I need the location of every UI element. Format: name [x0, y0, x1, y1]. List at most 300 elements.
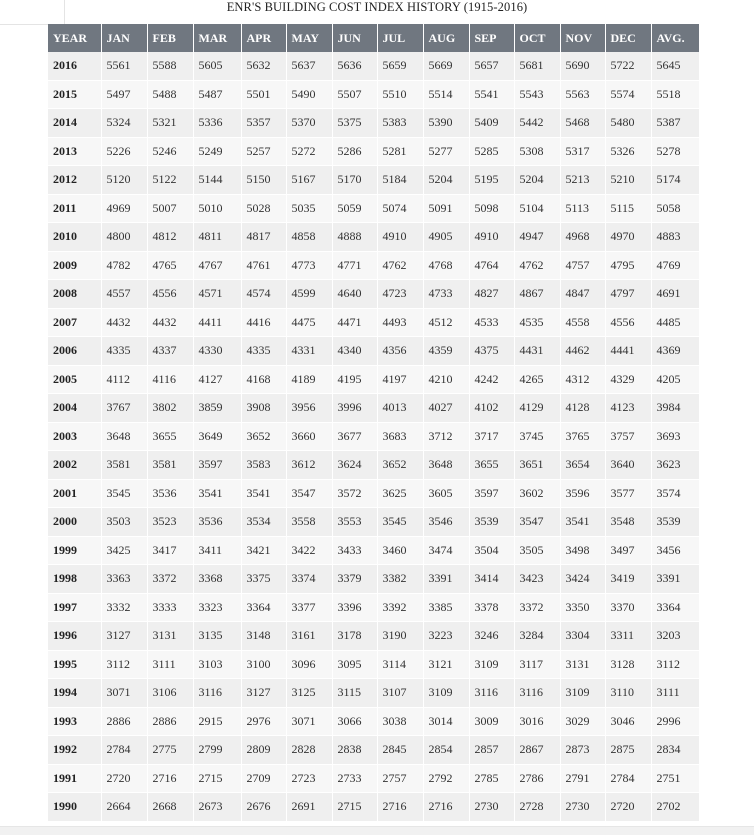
index-value-cell: 5501 — [241, 80, 286, 109]
index-value-cell: 2716 — [377, 793, 423, 822]
index-value-cell: 3504 — [469, 536, 514, 565]
index-value-cell: 2867 — [514, 736, 560, 765]
index-value-cell: 3391 — [423, 565, 469, 594]
index-value-cell: 5308 — [514, 137, 560, 166]
index-value-cell: 5487 — [193, 80, 241, 109]
index-value-cell: 4127 — [193, 365, 241, 394]
index-value-cell: 5321 — [147, 109, 193, 138]
index-value-cell: 5563 — [560, 80, 605, 109]
index-value-cell: 3112 — [651, 650, 699, 679]
index-value-cell: 3597 — [193, 451, 241, 480]
index-value-cell: 3417 — [147, 536, 193, 565]
index-value-cell: 4858 — [286, 223, 332, 252]
index-value-cell: 3683 — [377, 422, 423, 451]
index-value-cell: 4769 — [651, 251, 699, 280]
index-value-cell: 3125 — [286, 679, 332, 708]
index-value-cell: 3547 — [286, 479, 332, 508]
table-row — [48, 622, 699, 651]
index-value-cell: 2691 — [286, 793, 332, 822]
table-row — [48, 337, 699, 366]
table-row — [48, 280, 699, 309]
index-value-cell: 5659 — [377, 52, 423, 80]
index-value-cell: 3523 — [147, 508, 193, 537]
index-value-cell: 5645 — [651, 52, 699, 80]
column-header-nov: NOV — [560, 24, 605, 52]
index-value-cell: 4197 — [377, 365, 423, 394]
year-cell: 2008 — [48, 280, 101, 309]
index-value-cell: 3984 — [651, 394, 699, 423]
index-value-cell: 5383 — [377, 109, 423, 138]
index-value-cell: 5387 — [651, 109, 699, 138]
index-value-cell: 4867 — [514, 280, 560, 309]
index-value-cell: 4493 — [377, 308, 423, 337]
index-value-cell: 3066 — [332, 707, 377, 736]
table-row — [48, 593, 699, 622]
index-value-cell: 4411 — [193, 308, 241, 337]
index-value-cell: 3505 — [514, 536, 560, 565]
index-value-cell: 4335 — [241, 337, 286, 366]
index-value-cell: 4827 — [469, 280, 514, 309]
index-value-cell: 3190 — [377, 622, 423, 651]
index-value-cell: 5324 — [101, 109, 147, 138]
index-value-cell: 2751 — [651, 764, 699, 793]
index-value-cell: 3655 — [469, 451, 514, 480]
year-cell: 2009 — [48, 251, 101, 280]
index-value-cell: 4331 — [286, 337, 332, 366]
index-value-cell: 4817 — [241, 223, 286, 252]
year-cell: 1994 — [48, 679, 101, 708]
index-value-cell: 3385 — [423, 593, 469, 622]
index-value-cell: 5115 — [605, 194, 651, 223]
table-row — [48, 166, 699, 195]
index-value-cell: 4599 — [286, 280, 332, 309]
index-value-cell: 3660 — [286, 422, 332, 451]
index-value-cell: 5514 — [423, 80, 469, 109]
index-value-cell: 5317 — [560, 137, 605, 166]
index-value-cell: 3541 — [560, 508, 605, 537]
year-cell: 1999 — [48, 536, 101, 565]
index-value-cell: 5249 — [193, 137, 241, 166]
index-value-cell: 3996 — [332, 394, 377, 423]
index-value-cell: 3474 — [423, 536, 469, 565]
index-value-cell: 5632 — [241, 52, 286, 80]
index-value-cell: 4969 — [101, 194, 147, 223]
index-value-cell: 3116 — [193, 679, 241, 708]
index-value-cell: 5669 — [423, 52, 469, 80]
index-value-cell: 3596 — [560, 479, 605, 508]
index-value-cell: 3648 — [423, 451, 469, 480]
index-value-cell: 4558 — [560, 308, 605, 337]
index-value-cell: 4027 — [423, 394, 469, 423]
index-value-cell: 2728 — [514, 793, 560, 822]
index-value-cell: 4210 — [423, 365, 469, 394]
index-value-cell: 3391 — [651, 565, 699, 594]
index-value-cell: 2702 — [651, 793, 699, 822]
index-value-cell: 5507 — [332, 80, 377, 109]
index-value-cell: 5357 — [241, 109, 286, 138]
index-value-cell: 5150 — [241, 166, 286, 195]
index-value-cell: 4767 — [193, 251, 241, 280]
index-value-cell: 4762 — [377, 251, 423, 280]
column-header-jan: JAN — [101, 24, 147, 52]
column-header-mar: MAR — [193, 24, 241, 52]
index-value-cell: 5091 — [423, 194, 469, 223]
index-value-cell: 4129 — [514, 394, 560, 423]
index-value-cell: 5409 — [469, 109, 514, 138]
index-value-cell: 3364 — [651, 593, 699, 622]
index-value-cell: 4968 — [560, 223, 605, 252]
column-header-aug: AUG — [423, 24, 469, 52]
index-value-cell: 3223 — [423, 622, 469, 651]
index-value-cell: 4571 — [193, 280, 241, 309]
table-row — [48, 764, 699, 793]
index-value-cell: 4485 — [651, 308, 699, 337]
index-value-cell: 3046 — [605, 707, 651, 736]
index-value-cell: 3016 — [514, 707, 560, 736]
index-value-cell: 3652 — [241, 422, 286, 451]
index-value-cell: 3712 — [423, 422, 469, 451]
index-value-cell: 4773 — [286, 251, 332, 280]
index-value-cell: 5637 — [286, 52, 332, 80]
index-value-cell: 3131 — [147, 622, 193, 651]
index-value-cell: 5170 — [332, 166, 377, 195]
index-value-cell: 2716 — [147, 764, 193, 793]
year-cell: 2011 — [48, 194, 101, 223]
index-value-cell: 4205 — [651, 365, 699, 394]
index-value-cell: 4535 — [514, 308, 560, 337]
index-value-cell: 3625 — [377, 479, 423, 508]
index-value-cell: 3859 — [193, 394, 241, 423]
index-value-cell: 2915 — [193, 707, 241, 736]
index-value-cell: 5204 — [514, 166, 560, 195]
index-value-cell: 3377 — [286, 593, 332, 622]
index-value-cell: 5120 — [101, 166, 147, 195]
index-value-cell: 3536 — [193, 508, 241, 537]
index-value-cell: 5226 — [101, 137, 147, 166]
index-value-cell: 4340 — [332, 337, 377, 366]
index-value-cell: 5370 — [286, 109, 332, 138]
index-value-cell: 3246 — [469, 622, 514, 651]
index-value-cell: 3572 — [332, 479, 377, 508]
index-value-cell: 3323 — [193, 593, 241, 622]
table-row — [48, 137, 699, 166]
index-value-cell: 3111 — [147, 650, 193, 679]
index-value-cell: 3014 — [423, 707, 469, 736]
table-row — [48, 650, 699, 679]
index-value-cell: 3424 — [560, 565, 605, 594]
index-value-cell: 2757 — [377, 764, 423, 793]
index-value-cell: 5442 — [514, 109, 560, 138]
header-row — [48, 24, 699, 52]
table-row — [48, 194, 699, 223]
index-value-cell: 3178 — [332, 622, 377, 651]
index-value-cell: 3372 — [147, 565, 193, 594]
index-value-cell: 3534 — [241, 508, 286, 537]
table-row — [48, 736, 699, 765]
index-value-cell: 4356 — [377, 337, 423, 366]
index-value-cell: 3433 — [332, 536, 377, 565]
index-value-cell: 3574 — [651, 479, 699, 508]
index-value-cell: 3029 — [560, 707, 605, 736]
table-row — [48, 565, 699, 594]
table-row — [48, 451, 699, 480]
index-value-cell: 4359 — [423, 337, 469, 366]
index-value-cell: 4195 — [332, 365, 377, 394]
index-value-cell: 4432 — [101, 308, 147, 337]
column-header-jun: JUN — [332, 24, 377, 52]
index-value-cell: 3332 — [101, 593, 147, 622]
index-value-cell: 3127 — [101, 622, 147, 651]
index-value-cell: 3368 — [193, 565, 241, 594]
index-value-cell: 5390 — [423, 109, 469, 138]
index-value-cell: 4168 — [241, 365, 286, 394]
index-value-cell: 4764 — [469, 251, 514, 280]
index-value-cell: 4812 — [147, 223, 193, 252]
index-value-cell: 3648 — [101, 422, 147, 451]
index-value-cell: 4533 — [469, 308, 514, 337]
index-value-cell: 4733 — [423, 280, 469, 309]
index-value-cell: 3127 — [241, 679, 286, 708]
index-value-cell: 5375 — [332, 109, 377, 138]
index-value-cell: 2673 — [193, 793, 241, 822]
year-cell: 2014 — [48, 109, 101, 138]
index-value-cell: 2792 — [423, 764, 469, 793]
index-value-cell: 3375 — [241, 565, 286, 594]
index-value-cell: 3109 — [560, 679, 605, 708]
index-value-cell: 4723 — [377, 280, 423, 309]
index-value-cell: 5113 — [560, 194, 605, 223]
index-value-cell: 2875 — [605, 736, 651, 765]
index-value-cell: 4910 — [377, 223, 423, 252]
index-value-cell: 4112 — [101, 365, 147, 394]
index-value-cell: 4242 — [469, 365, 514, 394]
index-value-cell: 3071 — [286, 707, 332, 736]
column-header-apr: APR — [241, 24, 286, 52]
index-value-cell: 5490 — [286, 80, 332, 109]
index-value-cell: 3558 — [286, 508, 332, 537]
year-cell: 1997 — [48, 593, 101, 622]
index-value-cell: 3114 — [377, 650, 423, 679]
index-value-cell: 5543 — [514, 80, 560, 109]
year-cell: 1991 — [48, 764, 101, 793]
index-value-cell: 5281 — [377, 137, 423, 166]
table-row — [48, 52, 699, 80]
index-value-cell: 2715 — [193, 764, 241, 793]
index-value-cell: 4970 — [605, 223, 651, 252]
index-value-cell: 3503 — [101, 508, 147, 537]
index-value-cell: 3422 — [286, 536, 332, 565]
index-value-cell: 4795 — [605, 251, 651, 280]
index-value-cell: 4691 — [651, 280, 699, 309]
index-value-cell: 3379 — [332, 565, 377, 594]
index-value-cell: 2720 — [605, 793, 651, 822]
table-row — [48, 251, 699, 280]
index-value-cell: 2886 — [147, 707, 193, 736]
column-header-dec: DEC — [605, 24, 651, 52]
index-value-cell: 4329 — [605, 365, 651, 394]
index-value-cell: 3602 — [514, 479, 560, 508]
year-cell: 2007 — [48, 308, 101, 337]
index-value-cell: 4883 — [651, 223, 699, 252]
index-value-cell: 5213 — [560, 166, 605, 195]
index-value-cell: 4556 — [147, 280, 193, 309]
index-value-cell: 3547 — [514, 508, 560, 537]
index-value-cell: 2857 — [469, 736, 514, 765]
index-value-cell: 5518 — [651, 80, 699, 109]
index-value-cell: 2733 — [332, 764, 377, 793]
index-value-cell: 3498 — [560, 536, 605, 565]
index-value-cell: 4761 — [241, 251, 286, 280]
index-value-cell: 4757 — [560, 251, 605, 280]
index-value-cell: 3333 — [147, 593, 193, 622]
index-value-cell: 3545 — [377, 508, 423, 537]
year-cell: 1998 — [48, 565, 101, 594]
index-value-cell: 3577 — [605, 479, 651, 508]
index-value-cell: 4432 — [147, 308, 193, 337]
index-value-cell: 2996 — [651, 707, 699, 736]
index-value-cell: 3131 — [560, 650, 605, 679]
index-value-cell: 2799 — [193, 736, 241, 765]
index-value-cell: 3767 — [101, 394, 147, 423]
index-value-cell: 2715 — [332, 793, 377, 822]
index-value-cell: 3581 — [101, 451, 147, 480]
index-value-cell: 3655 — [147, 422, 193, 451]
index-value-cell: 3111 — [651, 679, 699, 708]
index-value-cell: 4335 — [101, 337, 147, 366]
index-value-cell: 3605 — [423, 479, 469, 508]
year-cell: 2005 — [48, 365, 101, 394]
index-value-cell: 4330 — [193, 337, 241, 366]
index-value-cell: 2809 — [241, 736, 286, 765]
index-value-cell: 3107 — [377, 679, 423, 708]
index-value-cell: 5028 — [241, 194, 286, 223]
index-value-cell: 3378 — [469, 593, 514, 622]
column-header-oct: OCT — [514, 24, 560, 52]
index-value-cell: 2838 — [332, 736, 377, 765]
year-cell: 2002 — [48, 451, 101, 480]
index-value-cell: 5167 — [286, 166, 332, 195]
index-value-cell: 3370 — [605, 593, 651, 622]
index-value-cell: 5058 — [651, 194, 699, 223]
index-value-cell: 2723 — [286, 764, 332, 793]
index-value-cell: 5257 — [241, 137, 286, 166]
index-value-cell: 5272 — [286, 137, 332, 166]
index-value-cell: 5210 — [605, 166, 651, 195]
index-value-cell: 3553 — [332, 508, 377, 537]
column-header-may: MAY — [286, 24, 332, 52]
index-value-cell: 3106 — [147, 679, 193, 708]
index-value-cell: 2873 — [560, 736, 605, 765]
index-value-cell: 3956 — [286, 394, 332, 423]
index-value-cell: 3128 — [605, 650, 651, 679]
index-value-cell: 3597 — [469, 479, 514, 508]
index-value-cell: 2845 — [377, 736, 423, 765]
index-value-cell: 3677 — [332, 422, 377, 451]
index-value-cell: 5010 — [193, 194, 241, 223]
index-value-cell: 4800 — [101, 223, 147, 252]
index-value-cell: 5690 — [560, 52, 605, 80]
index-value-cell: 4556 — [605, 308, 651, 337]
index-value-cell: 3541 — [241, 479, 286, 508]
index-value-cell: 3802 — [147, 394, 193, 423]
index-value-cell: 4512 — [423, 308, 469, 337]
index-value-cell: 3652 — [377, 451, 423, 480]
index-value-cell: 5541 — [469, 80, 514, 109]
table-row — [48, 365, 699, 394]
index-value-cell: 4797 — [605, 280, 651, 309]
index-value-cell: 3364 — [241, 593, 286, 622]
index-value-cell: 5278 — [651, 137, 699, 166]
index-value-cell: 5636 — [332, 52, 377, 80]
column-header-sep: SEP — [469, 24, 514, 52]
index-value-cell: 2709 — [241, 764, 286, 793]
index-value-cell: 3539 — [469, 508, 514, 537]
cost-index-table — [48, 24, 700, 822]
index-value-cell: 3109 — [423, 679, 469, 708]
index-value-cell: 3112 — [101, 650, 147, 679]
index-value-cell: 3649 — [193, 422, 241, 451]
column-header-jul: JUL — [377, 24, 423, 52]
index-value-cell: 5144 — [193, 166, 241, 195]
index-value-cell: 2786 — [514, 764, 560, 793]
index-value-cell: 3161 — [286, 622, 332, 651]
year-cell: 2000 — [48, 508, 101, 537]
index-value-cell: 5605 — [193, 52, 241, 80]
index-value-cell: 2720 — [101, 764, 147, 793]
table-row — [48, 308, 699, 337]
index-value-cell: 3581 — [147, 451, 193, 480]
index-value-cell: 5326 — [605, 137, 651, 166]
index-value-cell: 4947 — [514, 223, 560, 252]
index-value-cell: 4574 — [241, 280, 286, 309]
index-value-cell: 3651 — [514, 451, 560, 480]
index-value-cell: 5074 — [377, 194, 423, 223]
year-cell: 1990 — [48, 793, 101, 822]
index-value-cell: 2784 — [605, 764, 651, 793]
index-value-cell: 3419 — [605, 565, 651, 594]
index-value-cell: 5122 — [147, 166, 193, 195]
index-value-cell: 4462 — [560, 337, 605, 366]
year-cell: 2015 — [48, 80, 101, 109]
index-value-cell: 5510 — [377, 80, 423, 109]
column-header-feb: FEB — [147, 24, 193, 52]
index-value-cell: 4471 — [332, 308, 377, 337]
index-value-cell: 2828 — [286, 736, 332, 765]
index-value-cell: 4905 — [423, 223, 469, 252]
table-row — [48, 479, 699, 508]
index-value-cell: 3382 — [377, 565, 423, 594]
index-value-cell: 4765 — [147, 251, 193, 280]
year-cell: 2006 — [48, 337, 101, 366]
index-value-cell: 4312 — [560, 365, 605, 394]
year-cell: 1992 — [48, 736, 101, 765]
table-row — [48, 394, 699, 423]
index-value-cell: 4013 — [377, 394, 423, 423]
index-value-cell: 3071 — [101, 679, 147, 708]
index-value-cell: 3350 — [560, 593, 605, 622]
index-value-cell: 3654 — [560, 451, 605, 480]
index-value-cell: 3148 — [241, 622, 286, 651]
column-header-year: YEAR — [48, 24, 101, 52]
year-cell: 2016 — [48, 52, 101, 80]
index-value-cell: 2976 — [241, 707, 286, 736]
table-row — [48, 109, 699, 138]
index-value-cell: 2784 — [101, 736, 147, 765]
index-value-cell: 5204 — [423, 166, 469, 195]
index-value-cell: 3100 — [241, 650, 286, 679]
index-value-cell: 2791 — [560, 764, 605, 793]
table-body — [48, 52, 699, 821]
